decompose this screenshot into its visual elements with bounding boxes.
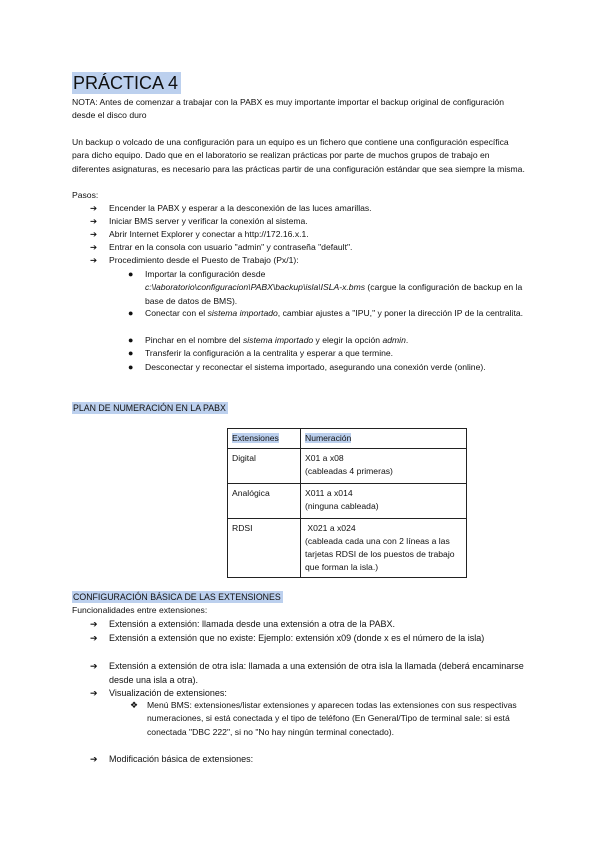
arrow-icon: ➔ [90,242,98,252]
table-cell-num [301,484,467,519]
column-header-text: Numeración [305,433,352,443]
substep-text [145,334,530,347]
substep-text-part: Conectar con el [145,308,208,318]
note-paragraph: NOTA: Antes de comenzar a trabajar con la PABX es muy importante importar el backup original de configuración desde el disco duro [72,97,504,121]
number-note: (ninguna cableada) [305,501,379,511]
functionality-text: Visualización de extensiones: [109,688,227,698]
substep-text: Transferir la configuración a la centralita y esperar a que termine. [145,348,394,358]
number-note: (cableadas 4 primeras) [305,466,393,476]
column-header-text: Extensiones [232,433,279,443]
bullet-icon: ● [128,269,134,279]
functionality-text: Extensión a extensión que no existe: Ejemplo: extensión x09 (donde x es el número de la isla) [109,633,485,643]
arrow-icon: ➔ [90,255,98,265]
substep-text: Desconectar y reconectar el sistema importado, asegurando una conexión verde (online). [145,362,486,372]
table-cell-ext: Digital [228,449,301,484]
bullet-icon: ● [128,335,134,345]
intro-paragraph: Un backup o volcado de una configuración para un equipo es un fichero que contiene una configuración específica para dicho equipo. Dado que en el laboratorio se realizan prácticas por parte de muchos grupos de trabajo en diferentes asignaturas, es necesario para las prácticas partir de una configuración estándar que sea siempre la misma. [72,137,525,174]
table-cell-ext: Analógica [228,484,301,519]
substep-text [145,307,530,320]
substep-text-part: y elegir la opción [313,335,383,345]
page-title: PRÁCTICA 4 [72,72,181,94]
arrow-icon: ➔ [90,661,98,671]
substep-text [145,268,530,308]
substep-emphasis: sistema importado [242,335,314,345]
table-row [228,484,467,519]
table-cell-ext: RDSI [228,519,301,578]
steps-label: Pasos: [72,190,99,200]
substep-text-part: Importar la configuración desde [145,269,266,279]
backup-path: c:\laboratorio\configuracion\PABX\backup\isla\ISLA-x.bms [145,282,366,293]
arrow-icon: ➔ [90,619,98,629]
functionality-text: Extensión a extensión de otra isla: llamada a una extensión de otra isla la llamada (deberá encaminarse desde una isla a otra). [109,661,524,686]
step-text: Abrir Internet Explorer y conectar a http://172.16.x.1. [109,229,309,239]
step-text: Iniciar BMS server y verificar la conexión al sistema. [109,216,308,226]
bms-menu-text: Menú BMS: extensiones/listar extensiones y aparecen todas las extensiones con sus respectivas numeraciones, si está conectada y el tipo de teléfono (En General/Tipo de terminal sale: si está conectada "DBC 222", si no "No hay ningún terminal conectado). [147,700,517,737]
substep-emphasis: sistema importado [207,308,278,318]
substep-text-part: . [405,335,409,345]
bullet-icon: ● [128,348,134,358]
arrow-icon: ➔ [90,688,98,698]
arrow-icon: ➔ [90,633,98,643]
number-range: X021 a x024 [305,523,356,533]
table-cell-num [301,449,467,484]
column-header-numeracion [301,429,467,449]
number-range: X011 a x014 [305,488,353,498]
table-cell-num [301,519,467,578]
step-text: Procedimiento desde el Puesto de Trabajo (Px/1): [109,255,299,265]
step-text: Encender la PABX y esperar a la desconexión de las luces amarillas. [109,203,372,213]
arrow-icon: ➔ [90,754,98,764]
arrow-icon: ➔ [90,203,98,213]
table-header-row [228,429,467,449]
numbering-table [227,428,467,578]
arrow-icon: ➔ [90,229,98,239]
step-text: Entrar en la consola con usuario "admin" y contraseña "default". [109,242,353,252]
functionalities-label: Funcionalidades entre extensiones: [72,605,208,615]
substep-text-part: , cambiar ajustes a "IPU," y poner la dirección IP de la centralita. [277,308,524,318]
bullet-icon: ● [128,362,134,372]
table-row [228,449,467,484]
arrow-icon: ➔ [90,216,98,226]
table-row [228,519,467,578]
diamond-icon: ❖ [130,700,139,710]
number-range: X01 a x08 [305,453,344,463]
substep-text-part: Pinchar en el nombre del [145,335,243,345]
column-header-extensiones [228,429,301,449]
substep-emphasis: admin [382,335,406,345]
plan-heading: PLAN DE NUMERACIÓN EN LA PABX [73,403,226,413]
config-heading: CONFIGURACIÓN BÁSICA DE LAS EXTENSIONES [73,592,281,602]
functionality-text: Extensión a extensión: llamada desde una extensión a otra de la PABX. [109,619,396,629]
number-note: (cableada cada una con 2 líneas a las tarjetas RDSI de los puestos de trabajo que forman la isla.) [305,536,455,572]
functionality-text: Modificación básica de extensiones: [109,754,254,764]
bullet-icon: ● [128,308,134,318]
substep-text-part: (cargue la configuración de backup en la base de datos de BMS). [145,282,523,306]
